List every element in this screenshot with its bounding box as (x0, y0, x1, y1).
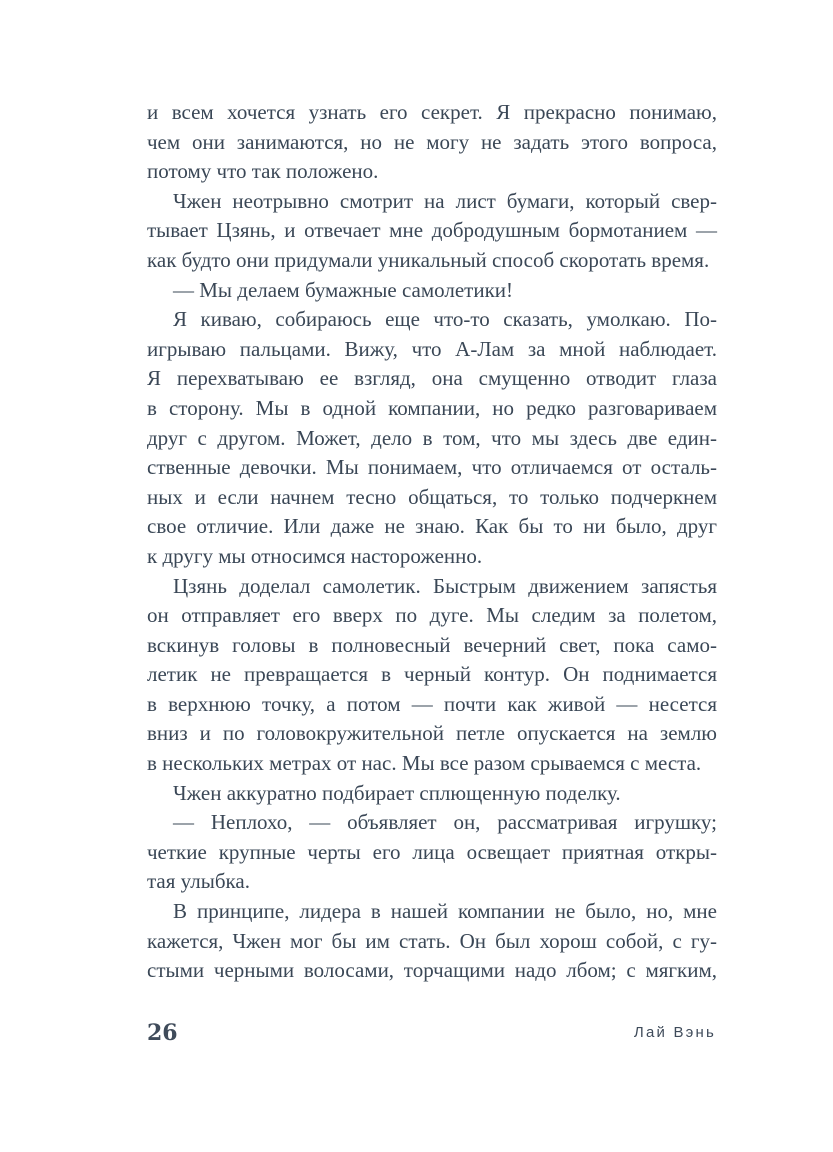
text-line: игрываю пальцами. Вижу, что А-Лам за мной наблюдает. (147, 336, 717, 361)
text-line: вскинув головы в полновесный вечерний свет, пока само- (147, 632, 717, 657)
text-line: четкие крупные черты его лица освещает приятная откры- (147, 839, 717, 864)
text-line: вниз и по головокружительной петле опускается на землю (147, 721, 717, 746)
page-number: 26 (147, 1020, 178, 1046)
text-line: летик не превращается в черный контур. Он поднимается (147, 662, 717, 687)
text-line: В принципе, лидера в нашей компании не было, но, мне (173, 899, 717, 924)
text-line: потому что так положено. (147, 159, 379, 184)
text-line: к другу мы относимся настороженно. (147, 543, 483, 568)
text-line: в верхнюю точку, а потом — почти как живой — несется (147, 691, 717, 716)
text-line: Я киваю, собираюсь еще что-то сказать, умолкаю. По- (173, 307, 717, 332)
text-line: Чжен неотрывно смотрит на лист бумаги, который свер- (173, 188, 717, 213)
text-line: тая улыбка. (147, 869, 250, 894)
body-text (147, 98, 717, 986)
text-line: в сторону. Мы в одной компании, но редко разговариваем (147, 395, 717, 420)
text-line: Я перехватываю ее взгляд, она смущенно отводит глаза (147, 366, 717, 391)
text-line: тывает Цзянь, и отвечает мне добродушным бормотанием — (147, 218, 717, 243)
text-line: свое отличие. Или даже не знаю. Как бы то ни было, друг (147, 514, 717, 539)
text-line: ственные девочки. Мы понимаем, что отличаемся от осталь- (147, 455, 717, 480)
text-line: кажется, Чжен мог бы им стать. Он был хорош собой, с гу- (147, 928, 717, 953)
text-line: в нескольких метрах от нас. Мы все разом срываемся с места. (147, 751, 702, 776)
text-line: ных и если начнем тесно общаться, то только подчеркнем (147, 484, 717, 509)
text-line: и всем хочется узнать его секрет. Я прекрасно понимаю, (147, 100, 717, 124)
text-line: Чжен аккуратно подбирает сплющенную поделку. (173, 780, 621, 805)
text-line: — Неплохо, — объявляет он, рассматривая игрушку; (173, 810, 717, 835)
running-head-author: Лай Вэнь (633, 1024, 716, 1041)
text-line: Цзянь доделал самолетик. Быстрым движением запястья (173, 573, 717, 598)
text-line: друг с другом. Может, дело в том, что мы здесь две един- (147, 425, 717, 450)
text-line: чем они занимаются, но не могу не задать этого вопроса, (147, 129, 717, 154)
text-line: как будто они придумали уникальный способ скоротать время. (147, 247, 710, 272)
text-line: стыми черными волосами, торчащими надо лбом; с мягким, (147, 958, 717, 983)
text-line: он отправляет его вверх по дуге. Мы следим за полетом, (147, 603, 717, 628)
text-line: — Мы делаем бумажные самолетики! (173, 277, 514, 302)
